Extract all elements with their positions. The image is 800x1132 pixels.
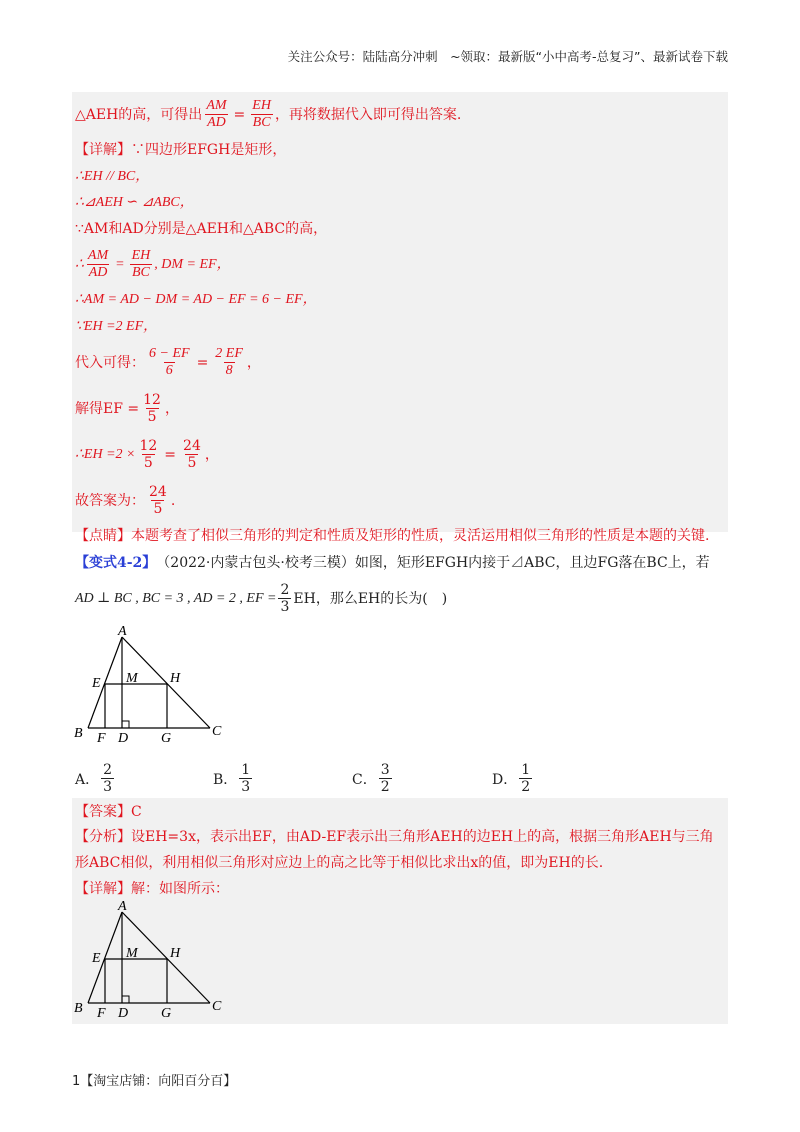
triangle-figure-1 — [70, 625, 230, 745]
text: ∵四边形EFGH是矩形， — [131, 142, 287, 158]
label-b: B — [74, 1001, 83, 1016]
solution-line-12: 故答案为： $\frac{24}{5}$ . — [75, 484, 176, 518]
option-c[interactable]: C． $\frac{3}{2}$ — [352, 762, 390, 796]
label-m: M — [126, 946, 138, 961]
label-g: G — [161, 1006, 172, 1020]
fraction: $\frac{6 - EF}{6}$ — [149, 346, 190, 379]
label-c: C — [212, 724, 222, 739]
detail-tag: 【详解】 — [75, 881, 131, 897]
label-d: D — [118, 1006, 129, 1020]
fraction: $\frac{12}{5}$ — [139, 438, 158, 472]
label-e: E — [92, 951, 101, 966]
answer-line — [75, 805, 142, 819]
text: 本题考查了相似三角形的判定和性质及矩形的性质，灵活运用相似三角形的性质是本题的关键. — [131, 528, 710, 544]
solution-line-2 — [75, 143, 286, 157]
label-f: F — [97, 1006, 106, 1020]
fraction: $\frac{3}{2}$ — [380, 762, 390, 796]
label-h: H — [170, 671, 181, 686]
fraction: $\frac{AM}{AD}$ — [206, 98, 227, 131]
solution-line-8: ∵EH =2 EF， — [75, 319, 158, 334]
fraction: $\frac{AM}{AD}$ — [87, 248, 109, 281]
text: ，再将数据代入即可得出答案. — [274, 106, 462, 123]
remark-tag: 【点睛】 — [75, 528, 131, 544]
label-d: D — [118, 731, 129, 745]
answer-value: C — [131, 804, 142, 820]
label-b: B — [74, 726, 83, 741]
solution-line-6: ∴ $\frac{AM}{AD}$ = $\frac{EH}{BC}$ , DM = EF， — [75, 248, 231, 281]
fraction: $\frac{EH}{BC}$ — [252, 98, 271, 131]
fraction: $\frac{12}{5}$ — [143, 392, 161, 426]
option-a[interactable]: A． $\frac{2}{3}$ — [75, 762, 113, 796]
solution-line-10: 解得EF = $\frac{12}{5}$ ， — [75, 392, 179, 426]
solution-line-5: ∵AM和AD分别是△AEH和△ABC的高， — [75, 221, 328, 237]
problem-question: EH，那么EH的长为( ) — [293, 590, 448, 607]
text: △AEH的高，可得出 — [75, 106, 203, 123]
fraction: $\frac{EH}{BC}$ — [131, 248, 151, 281]
option-d[interactable]: D． $\frac{1}{2}$ — [492, 762, 531, 796]
label-c: C — [212, 999, 222, 1014]
label-a: A — [118, 900, 127, 914]
problem-condition: AD ⊥ BC , BC = 3 , AD = 2 , EF = — [75, 590, 277, 606]
solution-line-11: ∴EH =2 × $\frac{12}{5}$ = $\frac{24}{5}$ ， — [75, 438, 219, 472]
detail-text: 解：如图所示： — [131, 881, 229, 897]
label-e: E — [92, 676, 101, 691]
variant-tag: 【变式4-2】 — [75, 555, 157, 571]
analysis-paragraph — [75, 824, 727, 876]
solution-line-9: 代入可得： $\frac{6 - EF}{6}$ = $\frac{2 EF}{8}$ ， — [75, 346, 261, 379]
problem-line-2 — [75, 582, 447, 615]
fraction: $\frac{1}{3}$ — [241, 762, 251, 796]
solution-line-3: ∴EH // BC， — [75, 169, 150, 184]
solution-line-7: ∴AM = AD − DM = AD − EF = 6 − EF， — [75, 292, 317, 307]
page-footer: 1【淘宝店铺：向阳百分百】 — [72, 1074, 237, 1089]
analysis-tag: 【分析】 — [75, 829, 131, 845]
fraction: $\frac{1}{2}$ — [521, 762, 531, 796]
option-b[interactable]: B． $\frac{1}{3}$ — [213, 762, 251, 796]
page-header: 关注公众号：陆陆高分冲刺 ~领取：最新版“小中高考-总复习”、最新试卷下载 — [287, 49, 728, 64]
fraction: $\frac{2 EF}{8}$ — [215, 346, 243, 379]
label-a: A — [118, 625, 127, 639]
fraction: $\frac{2}{3}$ — [103, 762, 113, 796]
solution-line-4: ∴⊿AEH ∽ ⊿ABC， — [75, 195, 194, 210]
label-f: F — [97, 731, 106, 745]
problem-text: （2022·内蒙古包头·校考三模）如图，矩形EFGH内接于⊿ABC，且边FG落在BC上，若 — [156, 555, 710, 571]
triangle-figure-2 — [70, 900, 230, 1020]
solution-line-1: △AEH的高，可得出 $\frac{AM}{AD}$ = $\frac{EH}{BC}$ ，再将数据代入即可得出答案. — [75, 98, 462, 131]
right-angle-mark — [122, 721, 129, 728]
fraction: $\frac{2}{3}$ — [280, 582, 290, 616]
solution-line-13 — [75, 529, 709, 543]
label-m: M — [126, 671, 138, 686]
problem-line-1 — [75, 556, 710, 570]
label-g: G — [161, 731, 172, 745]
fraction: $\frac{24}{5}$ — [149, 484, 167, 518]
detail-tag: 【详解】 — [75, 142, 131, 158]
fraction: $\frac{24}{5}$ — [183, 438, 201, 472]
label-h: H — [170, 946, 181, 961]
answer-tag: 【答案】 — [75, 804, 131, 820]
analysis-text: 设EH=3x，表示出EF，由AD-EF表示出三角形AEH的边EH上的高，根据三角形AEH与三角形ABC相似，利用相似三角形对应边上的高之比等于相似比求出x的值，即为EH的长. — [75, 829, 714, 871]
detail-line — [75, 882, 229, 896]
right-angle-mark — [122, 996, 129, 1003]
